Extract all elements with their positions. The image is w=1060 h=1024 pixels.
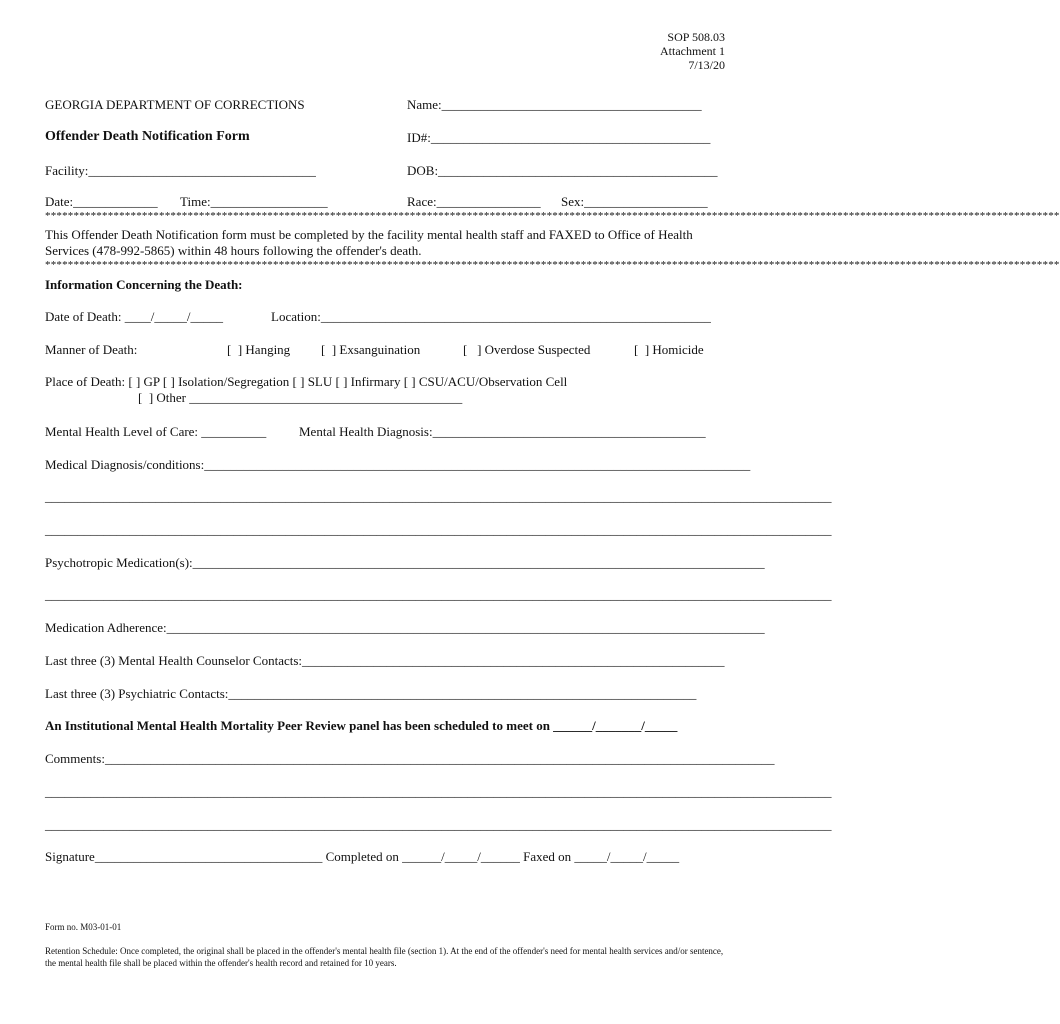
id-field[interactable]: ID#:___________________________________________: [407, 130, 711, 145]
mh-diagnosis-field[interactable]: Mental Health Diagnosis:__________________________________________: [299, 424, 706, 439]
separator-bottom: **********************************************************************************************************************************************************************************: [45, 259, 1060, 271]
mh-level-of-care-field[interactable]: Mental Health Level of Care: __________: [45, 424, 267, 439]
comments-line-2[interactable]: _________________________________________________________________________________________________________________________: [45, 784, 832, 799]
manner-homicide-checkbox[interactable]: [ ] Homicide: [634, 342, 704, 357]
retention-schedule: Retention Schedule: Once completed, the original shall be placed in the offender's mental health file (section 1). At the end of the offender's need for mental health services and/or sentence, the mental health file shall be placed within the offender's health record and retained for 10 years.: [45, 946, 724, 968]
form-number: Form no. M03-01-01: [45, 922, 122, 932]
place-of-death-options[interactable]: Place of Death: [ ] GP [ ] Isolation/Segregation [ ] SLU [ ] Infirmary [ ] CSU/ACU/Observation Cell: [45, 374, 568, 389]
counselor-contacts-field[interactable]: Last three (3) Mental Health Counselor Contacts:_________________________________________________________________: [45, 653, 725, 668]
revision-date: 7/13/20: [688, 58, 725, 72]
manner-of-death-label: Manner of Death:: [45, 342, 138, 357]
psychotropic-medication-field[interactable]: Psychotropic Medication(s):________________________________________________________________________________________: [45, 555, 765, 570]
form-title: Offender Death Notification Form: [45, 129, 250, 144]
medical-diagnosis-field[interactable]: Medical Diagnosis/conditions:____________________________________________________________________________________: [45, 457, 751, 472]
dob-field[interactable]: DOB:___________________________________________: [407, 163, 718, 178]
sop-number: SOP 508.03: [667, 30, 725, 44]
medical-diagnosis-line-2[interactable]: _________________________________________________________________________________________________________________________: [45, 489, 832, 504]
attachment-label: Attachment 1: [660, 44, 725, 58]
medical-diagnosis-line-3[interactable]: _________________________________________________________________________________________________________________________: [45, 522, 832, 537]
department-name: GEORGIA DEPARTMENT OF CORRECTIONS: [45, 97, 305, 112]
medication-adherence-field[interactable]: Medication Adherence:____________________________________________________________________________________________: [45, 620, 765, 635]
separator-top: **********************************************************************************************************************************************************************************: [45, 210, 1060, 222]
signature-row[interactable]: Signature___________________________________ Completed on ______/_____/______ Faxed on _____/_____/_____: [45, 849, 680, 864]
time-field[interactable]: Time:__________________: [180, 194, 328, 209]
document-header: [660, 30, 725, 72]
manner-hanging-checkbox[interactable]: [ ] Hanging: [227, 342, 291, 357]
date-field[interactable]: Date:_____________: [45, 194, 158, 209]
facility-field[interactable]: Facility:___________________________________: [45, 163, 316, 178]
instructions-text: This Offender Death Notification form must be completed by the facility mental health staff and FAXED to Office of Health Services (478-992-5865) within 48 hours following the offender's death.: [45, 227, 693, 258]
manner-exsanguination-checkbox[interactable]: [ ] Exsanguination: [321, 342, 421, 357]
manner-overdose-checkbox[interactable]: [ ] Overdose Suspected: [463, 342, 591, 357]
date-of-death-field[interactable]: Date of Death: ____/_____/_____: [45, 309, 223, 324]
place-other-checkbox[interactable]: [ ] Other __________________________________________: [138, 390, 463, 405]
section-heading: Information Concerning the Death:: [45, 277, 243, 292]
comments-field[interactable]: Comments:_______________________________________________________________________________________________________: [45, 751, 775, 766]
sex-field[interactable]: Sex:___________________: [561, 194, 708, 209]
race-field[interactable]: Race:________________: [407, 194, 541, 209]
psychotropic-medication-line-2[interactable]: _________________________________________________________________________________________________________________________: [45, 587, 832, 602]
name-field[interactable]: Name:________________________________________: [407, 97, 702, 112]
comments-line-3[interactable]: _________________________________________________________________________________________________________________________: [45, 817, 832, 832]
peer-review-statement[interactable]: An Institutional Mental Health Mortality Peer Review panel has been scheduled to meet on ______/_______/_____: [45, 718, 678, 733]
location-field[interactable]: Location:____________________________________________________________: [271, 309, 711, 324]
psychiatric-contacts-field[interactable]: Last three (3) Psychiatric Contacts:________________________________________________________________________: [45, 686, 697, 701]
